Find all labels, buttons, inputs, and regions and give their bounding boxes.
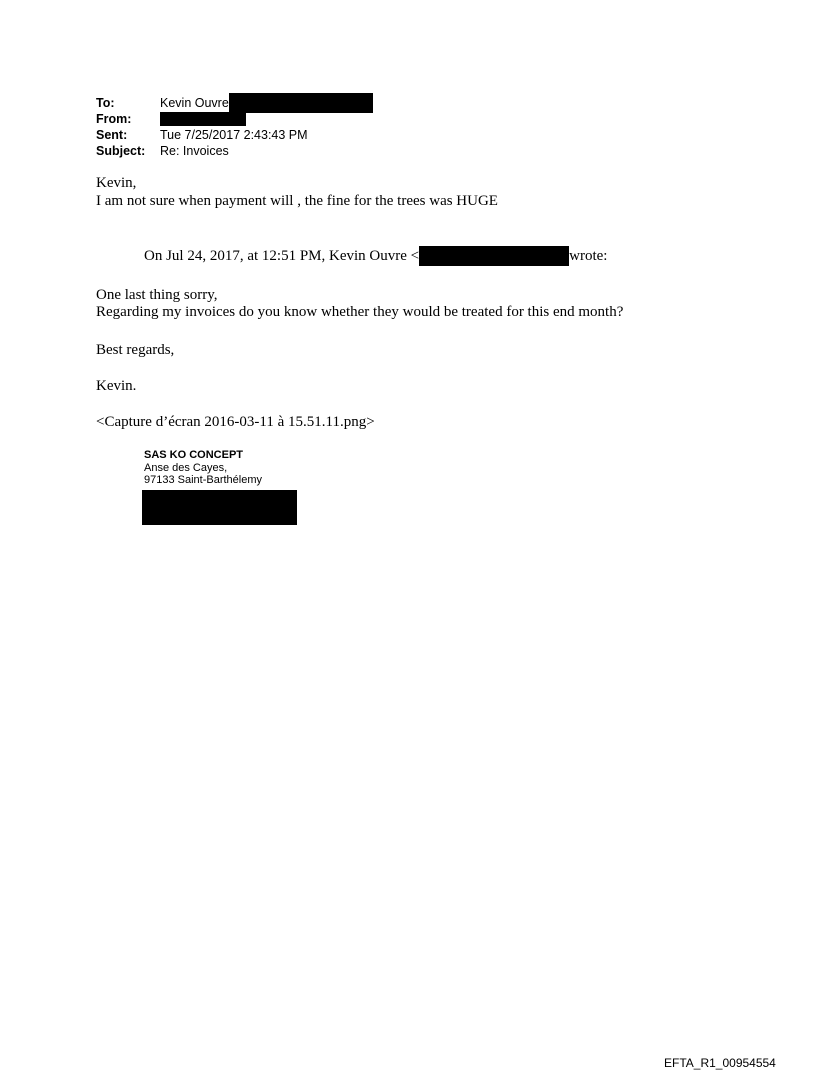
document-id: EFTA_R1_00954554 bbox=[664, 1056, 776, 1070]
from-row bbox=[96, 111, 373, 127]
attachment-name: <Capture d’écran 2016-03-11 à 15.51.11.png> bbox=[96, 414, 375, 430]
reply-greeting: Kevin, bbox=[96, 175, 137, 191]
to-redaction bbox=[229, 93, 373, 113]
quoted-intro-suffix: wrote: bbox=[569, 248, 608, 264]
signature-address-line-1: Anse des Cayes, bbox=[144, 461, 228, 474]
quoted-signoff: Kevin. bbox=[96, 378, 137, 394]
sender-email-redaction bbox=[419, 246, 569, 266]
signature-block bbox=[144, 449, 262, 487]
signature-company: SAS KO CONCEPT bbox=[144, 449, 244, 461]
to-value bbox=[160, 95, 373, 111]
subject-row bbox=[96, 143, 373, 159]
to-label: To: bbox=[96, 96, 115, 110]
subject-value: Re: Invoices bbox=[160, 144, 229, 158]
sent-label: Sent: bbox=[96, 128, 128, 142]
signature-redaction bbox=[142, 490, 297, 525]
sent-value: Tue 7/25/2017 2:43:43 PM bbox=[160, 128, 308, 142]
quoted-line-2: Regarding my invoices do you know whether they would be treated for this end month? bbox=[96, 304, 624, 320]
reply-line: I am not sure when payment will , the fine for the trees was HUGE bbox=[96, 193, 498, 209]
from-redaction bbox=[160, 112, 246, 126]
to-name: Kevin Ouvre bbox=[160, 96, 229, 110]
quoted-line-1: One last thing sorry, bbox=[96, 287, 218, 303]
quoted-closing: Best regards, bbox=[96, 342, 175, 358]
from-value bbox=[160, 111, 246, 127]
sent-row bbox=[96, 127, 373, 143]
quoted-intro bbox=[144, 247, 607, 266]
subject-label: Subject: bbox=[96, 144, 146, 158]
email-header bbox=[96, 95, 373, 159]
from-label: From: bbox=[96, 112, 132, 126]
signature-address-line-2: 97133 Saint-Barthélemy bbox=[144, 474, 263, 486]
to-row bbox=[96, 95, 373, 111]
quoted-intro-prefix: On Jul 24, 2017, at 12:51 PM, Kevin Ouvre < bbox=[144, 248, 420, 264]
